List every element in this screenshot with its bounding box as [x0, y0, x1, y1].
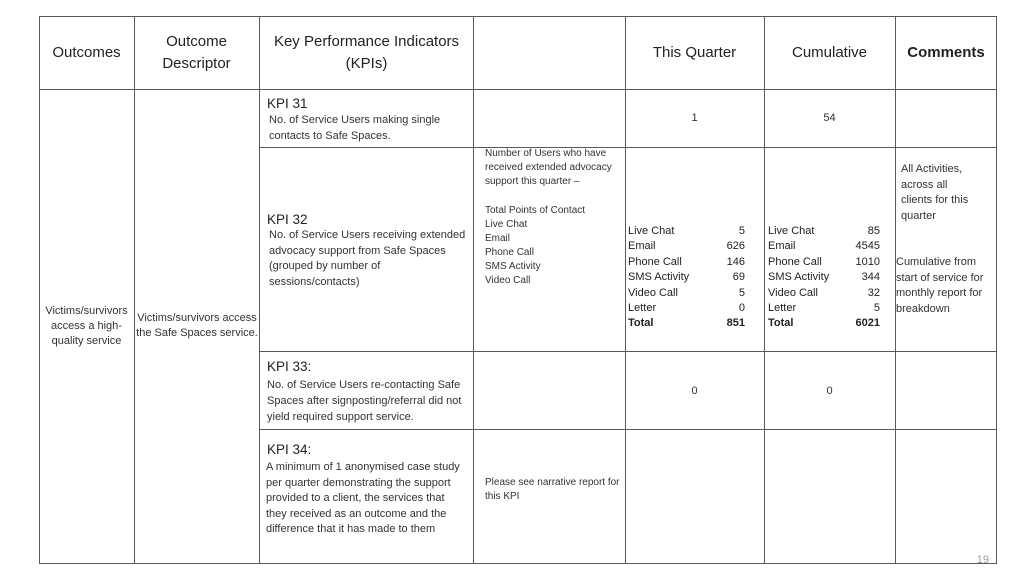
- row-label: Total: [768, 317, 794, 330]
- table-row: [628, 239, 745, 254]
- table-row: [768, 286, 880, 301]
- list-item: SMS Activity: [485, 261, 541, 272]
- row-divider: [259, 147, 997, 148]
- kpi32-comment-cumulative: Cumulative from start of service for monthly report for breakdown: [896, 256, 984, 315]
- kpi32-note-extended: Number of Users who have received extended advocacy support this quarter –: [485, 148, 612, 187]
- header-outcomes: Outcomes: [52, 44, 121, 61]
- kpi31-title: KPI 31: [267, 96, 308, 111]
- row-value: 69: [732, 271, 745, 284]
- kpi32-cumulative-breakdown: [768, 224, 880, 332]
- table-row: [628, 224, 745, 239]
- row-value: 146: [726, 255, 745, 268]
- row-label: Live Chat: [768, 225, 815, 237]
- row-label: Video Call: [628, 286, 678, 299]
- kpi32-quarter-breakdown: [628, 224, 745, 332]
- table-row: [768, 224, 880, 239]
- row-label: Phone Call: [768, 255, 822, 268]
- kpi32-title: KPI 32: [267, 212, 308, 227]
- list-item: Phone Call: [485, 247, 534, 258]
- row-label: Total: [628, 317, 654, 330]
- table-row: [768, 239, 880, 254]
- row-divider: [39, 89, 997, 90]
- header-outcome-descriptor: Outcome Descriptor: [162, 33, 231, 72]
- row-value: 5: [738, 286, 745, 299]
- row-value: 851: [726, 317, 745, 330]
- kpi32-note-total: Total Points of Contact: [485, 205, 586, 216]
- kpi33-cumulative: 0: [826, 385, 833, 397]
- kpi34-title: KPI 34:: [267, 442, 312, 457]
- col-divider: [134, 16, 135, 564]
- row-label: Letter: [628, 302, 657, 315]
- kpi33-title: KPI 33:: [267, 359, 312, 374]
- list-item: Live Chat: [485, 219, 528, 230]
- descriptor-text: Victims/survivors access the Safe Spaces service.: [136, 312, 258, 339]
- outcome-text: Victims/survivors access a high-quality service: [45, 305, 128, 347]
- table-row-total: [768, 316, 880, 331]
- table-row: [768, 270, 880, 285]
- row-value: 4545: [855, 240, 880, 253]
- col-divider: [764, 16, 765, 564]
- table-row: [768, 301, 880, 316]
- kpi32-description: No. of Service Users receiving extended advocacy support from Safe Spaces (grouped by number of sessions/contacts): [269, 229, 466, 288]
- header-cumulative: Cumulative: [791, 44, 868, 61]
- row-value: 32: [867, 286, 880, 299]
- row-label: SMS Activity: [768, 271, 830, 284]
- kpi34-note: Please see narrative report for this KPI: [485, 477, 620, 502]
- row-value: 1010: [855, 255, 880, 268]
- kpi31-cumulative: 54: [823, 112, 836, 124]
- row-label: Email: [768, 240, 796, 253]
- kpi32-comment-quarter: All Activities, across all clients for this quarter: [901, 163, 969, 222]
- row-value: 626: [726, 240, 745, 253]
- row-value: 344: [861, 271, 880, 284]
- kpi32-channel-list: [485, 218, 541, 288]
- kpi33-description: No. of Service Users re-contacting Safe Spaces after signposting/referral did not yield required support service.: [267, 379, 462, 423]
- row-label: Video Call: [768, 286, 818, 299]
- row-value: 5: [738, 225, 745, 237]
- table-row: [628, 270, 745, 285]
- header-this-quarter: This Quarter: [652, 44, 737, 61]
- table-row: [628, 255, 745, 270]
- row-label: Live Chat: [628, 225, 675, 237]
- row-divider: [259, 351, 997, 352]
- row-value: 0: [738, 302, 745, 315]
- table-row: [628, 286, 745, 301]
- kpi31-description: No. of Service Users making single contacts to Safe Spaces.: [269, 114, 441, 142]
- kpi31-this-quarter: 1: [691, 112, 698, 124]
- col-divider: [259, 16, 260, 564]
- kpi-table: [39, 16, 997, 564]
- row-label: SMS Activity: [628, 271, 690, 284]
- col-divider: [625, 16, 626, 564]
- row-label: Email: [628, 240, 656, 253]
- page-number: 19: [976, 554, 989, 566]
- row-value: 85: [867, 225, 880, 237]
- row-value: 5: [873, 302, 880, 315]
- kpi34-description: A minimum of 1 anonymised case study per quarter demonstrating the support provided to a client, the services that they received as an outcome and the difference that it has made to them: [266, 461, 460, 536]
- list-item: Video Call: [485, 275, 531, 286]
- table-row: [768, 255, 880, 270]
- table-row: [628, 301, 745, 316]
- table-row-total: [628, 316, 745, 331]
- col-divider: [473, 16, 474, 564]
- row-divider: [259, 429, 997, 430]
- header-comments: Comments: [907, 44, 985, 61]
- kpi33-this-quarter: 0: [691, 385, 698, 397]
- row-value: 6021: [855, 317, 880, 330]
- row-label: Phone Call: [628, 255, 682, 268]
- list-item: Email: [485, 233, 511, 244]
- row-label: Letter: [768, 302, 797, 315]
- header-kpis: Key Performance Indicators (KPIs): [273, 33, 460, 72]
